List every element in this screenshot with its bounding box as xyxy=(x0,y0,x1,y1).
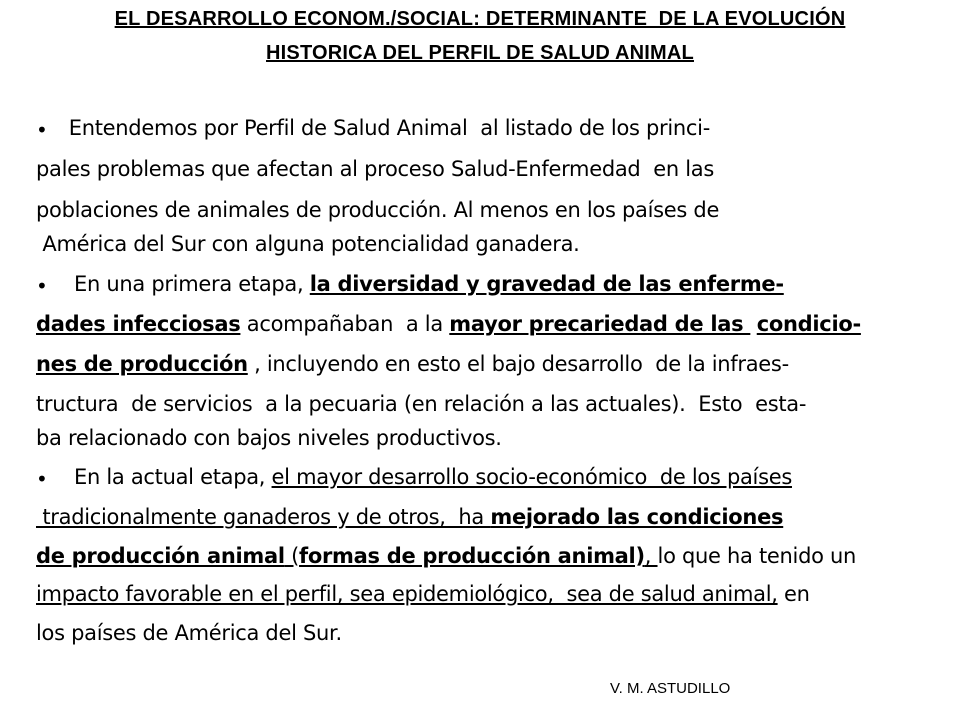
p2-line-3 xyxy=(36,353,789,376)
p3-line-3 xyxy=(36,545,856,568)
p3-emphasis: tradicionalmente ganaderos y de otros, ha xyxy=(36,505,491,529)
p3-line-1 xyxy=(74,466,792,489)
p1-line-2: pales problemas que afectan al proceso Salud-Enfermedad en las xyxy=(36,157,714,181)
p3-text: , xyxy=(644,544,658,568)
p1-line-4: América del Sur con alguna potencialidad ganadera. xyxy=(36,232,580,256)
p3-emphasis: formas de producción animal) xyxy=(299,544,645,568)
p3-emphasis: de producción animal xyxy=(36,544,285,568)
p2-line-4: tructura de servicios a la pecuaria (en relación a las actuales). Esto esta- xyxy=(36,392,807,416)
p2-text: , incluyendo en esto el bajo desarrollo de la infraes- xyxy=(247,352,789,376)
p1-line-3: poblaciones de animales de producción. Al menos en los países de xyxy=(36,198,720,222)
bullet-3: • xyxy=(36,467,48,491)
p3-text: ( xyxy=(284,544,300,568)
p2-emphasis: mayor precariedad de las xyxy=(449,312,751,336)
slide-title-line-1: EL DESARROLLO ECONOM./SOCIAL: DETERMINANTE DE LA EVOLUCIÓN xyxy=(114,8,846,30)
bullet-2: • xyxy=(36,274,48,298)
p3-emphasis: mejorado las condiciones xyxy=(490,505,784,529)
p2-emphasis: la diversidad y gravedad de las enferme- xyxy=(309,272,784,296)
p2-text: En una primera etapa, xyxy=(74,272,310,296)
slide-title-line-2: HISTORICA DEL PERFIL DE SALUD ANIMAL xyxy=(266,42,694,64)
p3-line-2 xyxy=(36,506,783,529)
p3-line-5: los países de América del Sur. xyxy=(36,621,342,645)
p3-emphasis: el mayor desarrollo socio-económico de los países xyxy=(271,465,792,489)
p2-emphasis: nes de producción xyxy=(36,352,248,376)
p2-emphasis: dades infecciosas xyxy=(36,312,241,336)
p2-line-1 xyxy=(74,273,784,296)
p3-text: En la actual etapa, xyxy=(74,465,272,489)
p1-line-1: Entendemos por Perfil de Salud Animal al listado de los princi- xyxy=(56,116,710,140)
p3-text: lo que ha tenido un xyxy=(657,544,857,568)
p3-line-4 xyxy=(36,583,810,606)
bullet-1: • xyxy=(36,118,48,142)
p2-line-5: ba relacionado con bajos niveles productivos. xyxy=(36,426,502,450)
p2-line-2 xyxy=(36,313,861,336)
p2-text: acompañaban a la xyxy=(240,312,450,336)
author-signature: V. M. ASTUDILLO xyxy=(610,680,731,697)
p3-text: en xyxy=(777,582,810,606)
p3-emphasis: impacto favorable en el perfil, sea epidemiológico, sea de salud animal, xyxy=(36,582,778,606)
p2-emphasis: condicio- xyxy=(756,312,861,336)
